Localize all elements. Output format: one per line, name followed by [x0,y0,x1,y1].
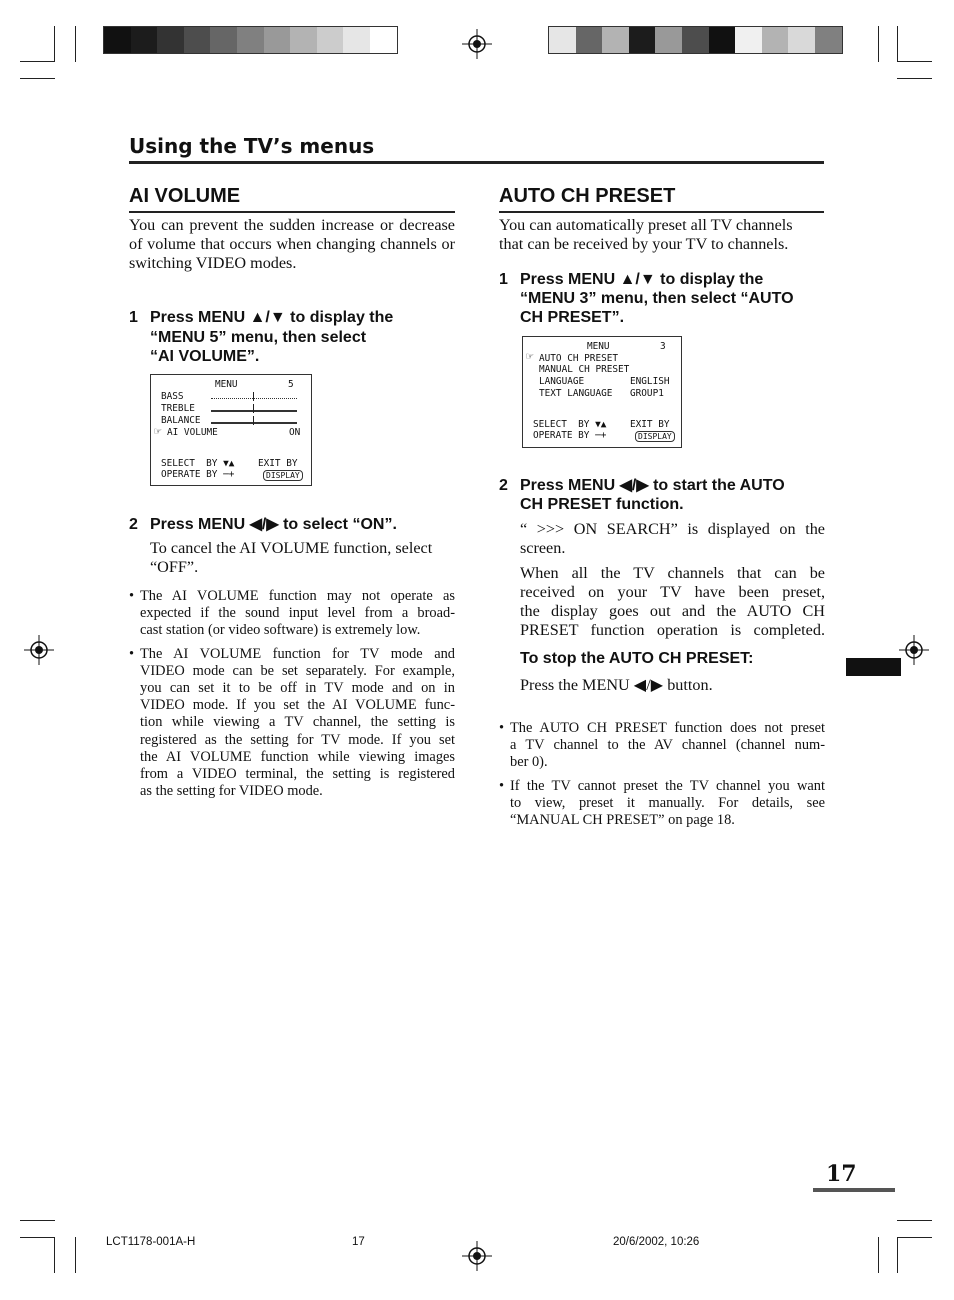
step-line: “MENU 5” menu, then select [150,329,367,346]
crop-mark [75,26,76,62]
crop-mark [20,61,55,62]
intro-line: that can be received by your TV to channels. [499,235,789,253]
color-swatch [184,27,211,53]
search-line: screen. [520,539,566,557]
auto-ch-step-2 [499,476,829,516]
search-line: “ >>> ON SEARCH” is displayed on the [520,520,825,538]
registration-mark-icon [462,1241,492,1271]
osd-item-bass: BASS [161,391,184,402]
crop-mark [897,1220,932,1221]
completion-text [520,564,825,640]
color-swatch [735,27,762,53]
color-swatch [629,27,656,53]
color-swatch [762,27,789,53]
auto-ch-step-1 [499,270,829,330]
note-line: tion while viewing a TV channel, the setting is [140,714,455,731]
osd-item-manual-ch-preset: MANUAL CH PRESET [539,364,630,375]
section-title: Using the TV’s menus [129,134,824,164]
note-line: the AI VOLUME function while viewing images [140,748,455,765]
note-line: The AUTO CH PRESET function does not preset [510,720,825,736]
step-number: 2 [499,477,508,494]
completion-line: received on your TV have been preset, [520,583,825,601]
color-swatch [709,27,736,53]
registration-mark-icon [462,29,492,59]
osd-page: 3 [660,341,666,352]
ai-volume-step-1 [129,308,459,368]
note-line: to view, preset it manually. For details, see [510,794,825,811]
bullet-dot-icon: • [129,588,135,604]
on-search-text [520,520,825,558]
auto-ch-notes [499,720,825,835]
crop-mark [75,1237,76,1273]
note-line: registered as the setting for TV mode. If you set [140,731,455,748]
step-line: “MENU 3” menu, then select “AUTO [520,290,794,307]
note-line: cast station (or video software) is extremely low. [140,622,421,639]
note-line: VIDEO mode. If you set the AI VOLUME func- [140,697,455,714]
color-swatch [682,27,709,53]
osd-item-balance: BALANCE [161,415,201,426]
crop-mark [897,61,932,62]
step-line: Press MENU ◀/▶ to select “ON”. [150,516,397,533]
crop-mark [897,1237,898,1273]
osd-operate-label: OPERATE BY ─+ [161,469,235,480]
color-swatch [576,27,603,53]
footer-doc-code: LCT1178-001A-H [106,1236,196,1248]
color-swatch [370,27,397,53]
balance-slider [211,422,297,428]
osd-ai-volume-value: ON [289,427,301,438]
step-line: Press MENU ▲/▼ to display the [520,271,764,288]
note-bullet [129,588,455,640]
color-bar-left [103,26,398,54]
footer-timestamp: 20/6/2002, 10:26 [613,1236,700,1248]
crop-mark [20,1220,55,1221]
footer-page: 17 [352,1236,365,1248]
treble-slider [211,410,297,416]
completion-line: When all the TV channels that can be [520,564,825,582]
osd-select-label: SELECT BY ▼▲ [533,419,607,430]
ai-volume-step-2 [129,515,459,537]
color-swatch [131,27,158,53]
note-line: “MANUAL CH PRESET” on page 18. [510,812,735,829]
note-line: expected if the sound input level from a broad- [140,605,455,622]
bass-slider-indicator [253,392,254,401]
note-line: a TV channel to the AV channel (channel num- [510,737,825,754]
note-line: ber 0). [510,754,548,771]
crop-mark [897,78,932,79]
ai-volume-cancel-note [150,539,460,577]
pointer-hand-icon: ☞ [154,424,162,438]
osd-title: MENU [215,379,238,390]
color-swatch [788,27,815,53]
color-swatch [343,27,370,53]
bullet-dot-icon: • [499,720,505,736]
osd-menu-3 [522,336,682,448]
osd-language-value: ENGLISH [630,376,670,387]
color-swatch [157,27,184,53]
step-line: “AI VOLUME”. [150,348,260,365]
note-bullet [499,778,825,830]
ai-volume-heading: AI VOLUME [129,185,455,213]
step-line: CH PRESET function. [520,496,684,513]
osd-item-ai-volume: AI VOLUME [167,427,218,438]
osd-display-key: DISPLAY [635,431,675,442]
step-number: 1 [499,271,508,288]
color-swatch [237,27,264,53]
registration-mark-icon [24,635,54,665]
note-line: from a VIDEO terminal, the setting is registered [140,766,455,783]
page-number: 17 [826,1161,857,1187]
step-number: 1 [129,309,138,326]
pointer-hand-icon: ☞ [526,349,534,363]
osd-item-auto-ch-preset: AUTO CH PRESET [539,353,619,364]
note-line: The AI VOLUME function may not operate as [140,588,455,604]
bullet-dot-icon: • [499,777,505,794]
note-bullet [499,720,825,772]
crop-mark [897,1237,932,1238]
color-swatch [290,27,317,53]
bullet-dot-icon: • [129,645,135,662]
note-line: you can set it to be off in TV mode and on in [140,680,455,697]
osd-menu-5 [150,374,312,486]
crop-mark [878,26,879,62]
color-swatch [210,27,237,53]
completion-line: the display goes out and the AUTO CH [520,602,825,620]
osd-item-text-language: TEXT LANGUAGE [539,388,613,399]
osd-display-key: DISPLAY [263,470,303,481]
osd-select-label: SELECT BY ▼▲ [161,458,235,469]
osd-text-language-value: GROUP1 [630,388,664,399]
balance-slider-indicator [253,416,254,425]
step-line: Press MENU ◀/▶ to start the AUTO [520,477,785,494]
treble-slider-indicator [253,404,254,413]
crop-mark [54,1237,55,1273]
osd-operate-label: OPERATE BY ─+ [533,430,607,441]
color-swatch [104,27,131,53]
page-number-underline [813,1188,895,1192]
color-swatch [655,27,682,53]
color-swatch [549,27,576,53]
ai-volume-notes [129,588,455,806]
ai-volume-intro: You can prevent the sudden increase or decrease of volume that occurs when changing channels or switching VIDEO modes. [129,216,455,272]
auto-ch-preset-heading: AUTO CH PRESET [499,185,824,213]
osd-item-language: LANGUAGE [539,376,585,387]
note-line: as the setting for VIDEO mode. [140,783,323,800]
intro-line: You can automatically preset all TV channels [499,216,793,234]
note-line: If the TV cannot preset the TV channel you want [510,777,825,794]
color-bar-right [548,26,843,54]
auto-ch-preset-intro [499,216,825,254]
note-bullet [129,646,455,801]
step-number: 2 [129,516,138,533]
completion-line: PRESET function operation is completed. [520,621,825,639]
stop-auto-ch-heading: To stop the AUTO CH PRESET: [520,650,754,667]
registration-mark-icon [899,635,929,665]
crop-mark [897,26,898,62]
note-line: To cancel the AI VOLUME function, select [150,539,433,557]
osd-item-treble: TREBLE [161,403,195,414]
color-swatch [317,27,344,53]
note-line: “OFF”. [150,558,199,576]
osd-title: MENU [587,341,610,352]
crop-mark [20,78,55,79]
osd-page: 5 [288,379,294,390]
color-swatch [815,27,842,53]
stop-auto-ch-text: Press the MENU ◀/▶ button. [520,676,713,694]
crop-mark [54,26,55,62]
step-line: CH PRESET”. [520,309,625,326]
osd-exit-label: EXIT BY [258,458,298,469]
color-swatch [602,27,629,53]
note-line: VIDEO mode can be set separately. For example, [140,662,455,679]
color-swatch [264,27,291,53]
osd-exit-label: EXIT BY [630,419,670,430]
crop-mark [20,1237,55,1238]
step-line: Press MENU ▲/▼ to display the [150,309,394,326]
bass-slider [211,398,297,403]
side-tab-marker [846,658,901,676]
note-line: The AI VOLUME function for TV mode and [140,645,455,662]
crop-mark [878,1237,879,1273]
